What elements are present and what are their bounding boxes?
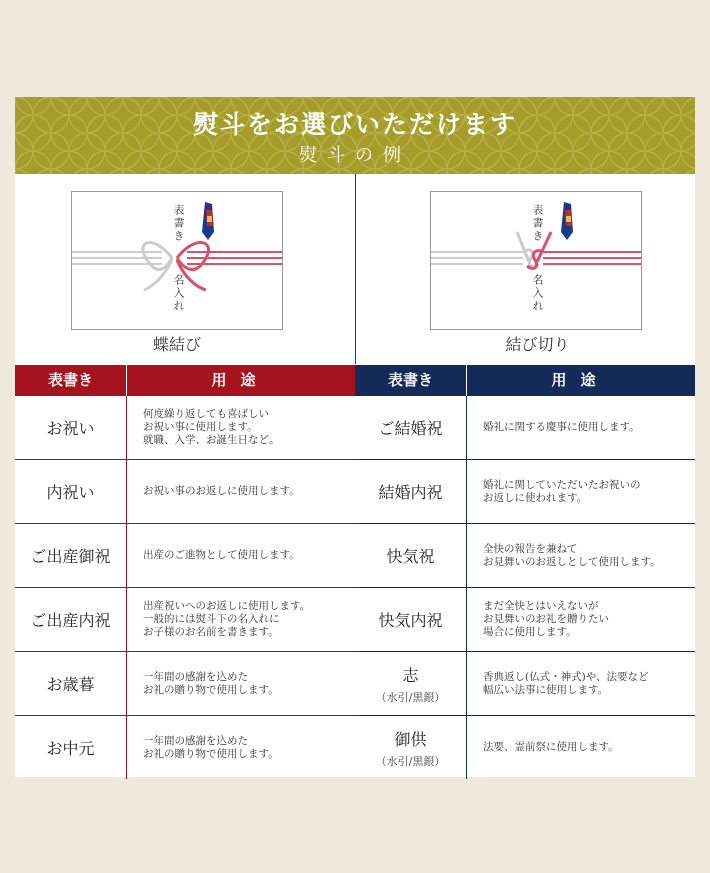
table-header <box>355 365 695 396</box>
row-desc: 婚礼に関していただいたお祝いの お返しに使われます。 <box>483 478 641 504</box>
row-name-sub: （水引/黒銀） <box>375 754 446 768</box>
row-desc: 一年間の感謝を込めた お礼の贈り物で使用します。 <box>143 734 279 760</box>
row-name: 快気内祝 <box>378 611 443 630</box>
table-header <box>15 365 355 396</box>
row-name: お中元 <box>46 739 95 758</box>
row-desc: 香典返し(仏式・神式)や、法要など 幅広い法事に使用します。 <box>483 670 649 696</box>
table-row <box>355 716 695 779</box>
table-row <box>355 588 695 652</box>
right-table <box>355 365 695 777</box>
table-row <box>355 524 695 588</box>
table-row <box>15 716 355 779</box>
banner-subtitle: 熨斗の例 <box>299 145 411 166</box>
row-desc: 一年間の感謝を込めた お礼の贈り物で使用します。 <box>143 670 279 696</box>
table-row <box>15 396 355 460</box>
row-desc: 出産祝いへのお返しに使用します。 一般的には熨斗下の名入れに お子様のお名前を書きます。 <box>143 600 311 638</box>
example-musubikiri <box>356 174 695 364</box>
omote-label: 表書き <box>172 204 185 243</box>
row-desc: お祝い事のお返しに使用します。 <box>143 485 300 497</box>
omote-label: 表書き <box>531 204 544 243</box>
table-row <box>355 652 695 716</box>
row-desc: 何度繰り返しても喜ばしい お祝い事に使用します。 就職、入学、お誕生日など。 <box>143 408 280 446</box>
table-row <box>355 460 695 524</box>
row-desc: まだ全快とはいえないが お見舞いのお礼を贈りたい 場合に使用します。 <box>483 600 609 638</box>
row-desc: 全快の報告を兼ねて お見舞いのお返しとして使用します。 <box>483 542 661 568</box>
banner <box>15 97 695 174</box>
header-yoto: 用途 <box>551 371 610 389</box>
example-chomusubi <box>15 174 355 364</box>
noshi-illustration <box>430 191 642 330</box>
table-row <box>15 588 355 652</box>
row-name: 快気祝 <box>386 547 435 566</box>
left-table <box>15 365 355 777</box>
row-name: ご出産内祝 <box>30 611 111 630</box>
namae-label: 名入れ <box>172 274 185 313</box>
table-row <box>355 396 695 460</box>
noshi-illustration <box>71 191 283 330</box>
header-yoto: 用途 <box>211 371 270 389</box>
banner-title: 熨斗をお選びいただけます <box>192 110 517 139</box>
row-name-sub: （水引/黒銀） <box>375 690 446 704</box>
row-desc: 婚礼に関する慶事に使用します。 <box>483 421 640 433</box>
row-name: 内祝い <box>46 483 95 502</box>
example-label: 蝶結び <box>152 335 201 354</box>
table-row <box>15 460 355 524</box>
header-omotegaki: 表書き <box>387 371 433 389</box>
row-name: 志 <box>402 665 419 685</box>
table-row <box>15 524 355 588</box>
namae-label: 名入れ <box>531 274 544 313</box>
row-desc: 法要、霊前祭に使用します。 <box>483 741 619 753</box>
example-label: 結び切り <box>505 335 570 354</box>
noshi-guide-card <box>15 97 695 777</box>
header-omotegaki: 表書き <box>47 371 93 389</box>
row-desc: 出産のご進物として使用します。 <box>143 549 300 561</box>
row-name: ご結婚祝 <box>378 419 443 438</box>
row-name: 御供 <box>394 729 427 749</box>
row-name: 結婚内祝 <box>378 483 443 502</box>
table-row <box>15 652 355 716</box>
row-name: ご出産御祝 <box>30 547 111 566</box>
row-name: お祝い <box>46 419 95 438</box>
row-name: お歳暮 <box>46 675 95 694</box>
